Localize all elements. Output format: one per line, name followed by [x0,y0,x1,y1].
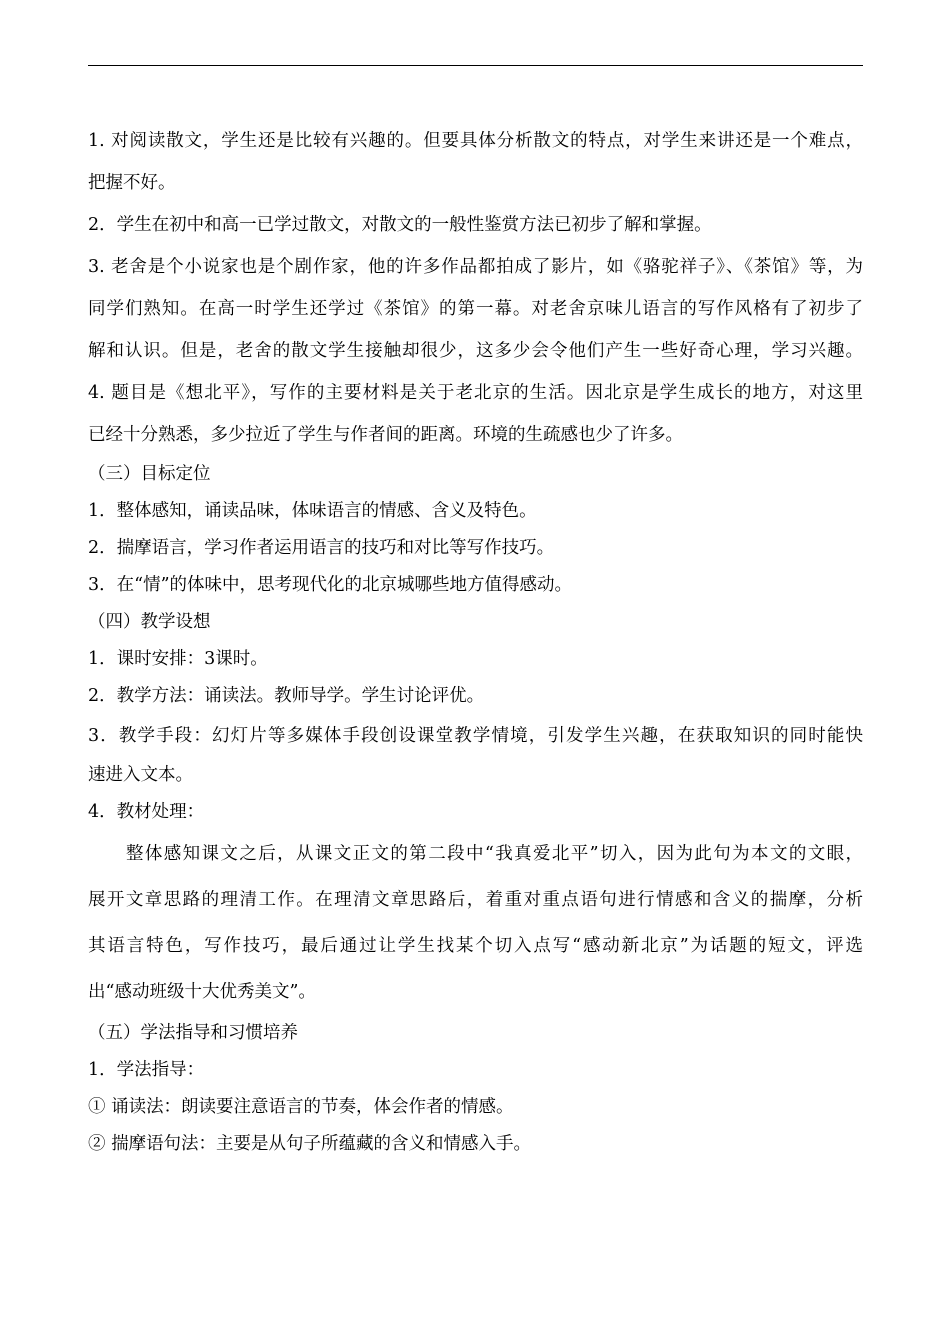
goal-item-3: 3．在“情”的体味中，思考现代化的北京城哪些地方值得感动。 [88,575,573,595]
method-subitem-2: ② 揣摩语句法：主要是从句子所蕴藏的含义和情感入手。 [88,1134,532,1154]
plan-item-4: 4．教材处理： [88,802,205,822]
plan-item-3-line-1: 3．教学手段：幻灯片等多媒体手段创设课堂教学情境，引发学生兴趣，在获取知识的同时能快 [88,726,863,746]
section-heading-plan: （四）教学设想 [88,612,211,632]
section-heading-method: （五）学法指导和习惯培养 [88,1023,298,1043]
para-4-line-2: 已经十分熟悉，多少拉近了学生与作者间的距离。环境的生疏感也少了许多。 [88,425,683,445]
para-3-line-1: 3. 老舍是个小说家也是个剧作家，他的许多作品都拍成了影片，如《骆驼祥子》、《茶馆》等，为 [88,257,863,277]
method-item-1: 1．学法指导： [88,1060,205,1080]
para-3-line-2: 同学们熟知。在高一时学生还学过《茶馆》的第一幕。对老舍京味儿语言的写作风格有了初步了 [88,299,863,319]
plan-item-3-line-2: 速进入文本。 [88,765,193,785]
header-rule [88,65,863,66]
para-1-line-2: 把握不好。 [88,173,176,193]
section-heading-goals: （三）目标定位 [88,464,211,484]
para-3-line-3: 解和认识。但是，老舍的散文学生接触却很少，这多少会令他们产生一些好奇心理，学习兴趣。 [88,341,863,361]
plan-item-2: 2．教学方法：诵读法。教师导学。学生讨论评优。 [88,686,485,706]
material-para-line-1: 整体感知课文之后，从课文正文的第二段中“我真爱北平”切入，因为此句为本文的文眼， [126,844,863,864]
para-4-line-1: 4. 题目是《想北平》，写作的主要材料是关于老北京的生活。因北京是学生成长的地方，对这里 [88,383,863,403]
material-para-line-2: 展开文章思路的理清工作。在理清文章思路后，着重对重点语句进行情感和含义的揣摩，分析 [88,890,863,910]
material-para-line-4: 出“感动班级十大优秀美文”。 [88,982,316,1002]
goal-item-2: 2．揣摩语言，学习作者运用语言的技巧和对比等写作技巧。 [88,538,555,558]
method-subitem-1: ① 诵读法：朗读要注意语言的节奏，体会作者的情感。 [88,1097,514,1117]
para-1-line-1: 1. 对阅读散文，学生还是比较有兴趣的。但要具体分析散文的特点，对学生来讲还是一个难点， [88,131,863,151]
para-2: 2．学生在初中和高一已学过散文，对散文的一般性鉴赏方法已初步了解和掌握。 [88,215,712,235]
goal-item-1: 1．整体感知，诵读品味，体味语言的情感、含义及特色。 [88,501,537,521]
material-para-line-3: 其语言特色，写作技巧，最后通过让学生找某个切入点写“感动新北京”为话题的短文，评选 [88,936,863,956]
plan-item-1: 1．课时安排：3课时。 [88,649,268,669]
document-body [88,120,863,1163]
